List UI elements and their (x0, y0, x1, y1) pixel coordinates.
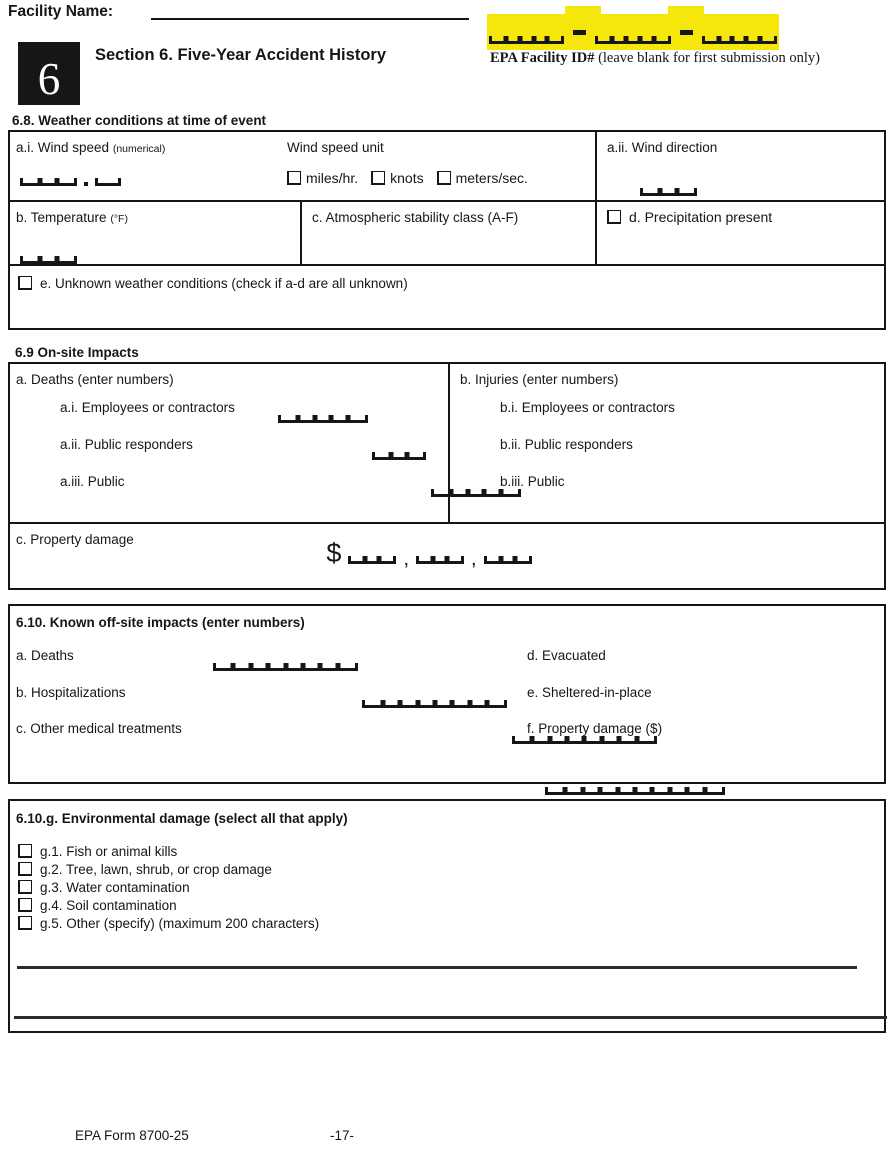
unknown-weather-label: e. Unknown weather conditions (check if a-d are all unknown) (40, 275, 408, 291)
form-number: EPA Form 8700-25 (75, 1128, 189, 1143)
checkbox-water-contamination[interactable] (18, 880, 32, 894)
section-number-box (18, 42, 80, 105)
env-option-4-label: g.4. Soil contamination (40, 897, 177, 913)
checkbox-meters-sec[interactable] (437, 171, 451, 185)
offsite-medical-field[interactable] (512, 736, 657, 744)
checkbox-precipitation[interactable] (607, 210, 621, 224)
other-specify-line-1[interactable] (17, 966, 857, 969)
deaths-employees-field[interactable] (278, 415, 368, 423)
onsite-heading: 6.9 On-site Impacts (15, 345, 139, 360)
epa-id-caption (490, 50, 820, 67)
wind-speed-label-text: a.i. Wind speed (16, 140, 110, 155)
deaths-responders-field[interactable] (372, 452, 426, 460)
env-option-4 (18, 896, 319, 914)
checkbox-other-specify[interactable] (18, 916, 32, 930)
onsite-property-row (10, 524, 884, 588)
offsite-evacuated-label: d. Evacuated (527, 648, 606, 663)
env-option-3 (18, 878, 319, 896)
checkbox-tree-lawn-shrub-crop[interactable] (18, 862, 32, 876)
unit-knots-label: knots (390, 170, 424, 186)
offsite-hospitalizations-field[interactable] (362, 700, 507, 708)
unit-miles-label: miles/hr. (306, 170, 359, 186)
weather-table (8, 130, 886, 330)
property-damage-label: c. Property damage (16, 532, 134, 547)
stability-class-label: c. Atmospheric stability class (A-F) (312, 210, 519, 225)
unknown-weather-option (18, 274, 408, 292)
checkbox-unknown-weather[interactable] (18, 276, 32, 290)
weather-row2-divider-2 (595, 202, 597, 264)
decimal-point (84, 182, 88, 186)
env-option-5-label: g.5. Other (specify) (maximum 200 characters) (40, 915, 320, 931)
comma-1: , (403, 548, 410, 570)
epa-id-caption-note: (leave blank for first submission only) (594, 50, 820, 66)
dollar-sign: $ (326, 538, 342, 568)
offsite-medical-label: c. Other medical treatments (16, 721, 182, 736)
section-number: 6 (37, 54, 61, 104)
environment-heading: 6.10.g. Environmental damage (select all that apply) (16, 811, 348, 826)
deaths-item-1-label: a.i. Employees or contractors (60, 400, 235, 415)
highlight-bump-1 (565, 6, 601, 18)
wind-speed-decimal-field[interactable] (95, 178, 121, 186)
weather-row-1 (10, 132, 884, 202)
injuries-item-2-label: b.ii. Public responders (500, 437, 633, 452)
offsite-heading: 6.10. Known off-site impacts (enter numbers) (16, 615, 305, 630)
highlight-bump-2 (668, 6, 704, 18)
onsite-table (8, 362, 886, 590)
epa-id-field-3[interactable] (702, 36, 777, 44)
temperature-field[interactable] (20, 256, 77, 264)
env-option-2-label: g.2. Tree, lawn, shrub, or crop damage (40, 861, 272, 877)
env-option-3-label: g.3. Water contamination (40, 879, 190, 895)
epa-id-area[interactable] (487, 6, 779, 52)
env-option-2 (18, 860, 319, 878)
weather-heading: 6.8. Weather conditions at time of event (12, 113, 267, 128)
weather-row2-divider-1 (300, 202, 302, 264)
comma-2: , (471, 548, 477, 570)
onsite-column-divider (448, 364, 450, 522)
checkbox-soil-contamination[interactable] (18, 898, 32, 912)
section-title: Section 6. Five-Year Accident History (95, 46, 386, 64)
wind-speed-note: (numerical) (112, 143, 166, 155)
epa-id-field-1[interactable] (489, 36, 564, 44)
weather-row1-divider (595, 132, 597, 200)
wind-speed-label (16, 140, 165, 155)
injuries-item-1-label: b.i. Employees or contractors (500, 400, 675, 415)
deaths-item-2-label: a.ii. Public responders (60, 437, 193, 452)
precipitation-option (607, 208, 772, 226)
epa-id-caption-bold: EPA Facility ID# (490, 50, 595, 66)
offsite-property-label: f. Property damage ($) (527, 721, 663, 736)
wind-speed-integer-field[interactable] (20, 178, 77, 186)
deaths-public-field[interactable] (431, 489, 521, 497)
other-specify-line-2[interactable] (14, 1016, 887, 1019)
offsite-deaths-label: a. Deaths (16, 648, 74, 663)
wind-speed-unit-label: Wind speed unit (287, 140, 384, 155)
environment-table (8, 799, 886, 1033)
env-option-1-label: g.1. Fish or animal kills (40, 843, 178, 859)
amount-millions-field[interactable] (348, 556, 396, 564)
precipitation-label: d. Precipitation present (629, 209, 773, 225)
environment-options (18, 842, 319, 932)
deaths-heading: a. Deaths (enter numbers) (16, 372, 174, 387)
offsite-hospitalizations-label: b. Hospitalizations (16, 685, 126, 700)
offsite-table (8, 604, 886, 784)
temperature-note: (°F) (110, 213, 128, 225)
offsite-property-field[interactable] (545, 787, 725, 795)
env-option-1 (18, 842, 319, 860)
epa-id-dash-2 (680, 30, 693, 35)
amount-units-field[interactable] (484, 556, 532, 564)
checkbox-fish-animal-kills[interactable] (18, 844, 32, 858)
epa-id-dash-1 (573, 30, 586, 35)
weather-row-2 (10, 202, 884, 266)
weather-row-3 (10, 266, 884, 328)
facility-name-line[interactable] (151, 18, 469, 20)
deaths-item-3-label: a.iii. Public (60, 474, 125, 489)
wind-direction-label: a.ii. Wind direction (607, 140, 718, 155)
amount-thousands-field[interactable] (416, 556, 464, 564)
checkbox-knots[interactable] (371, 171, 385, 185)
offsite-sheltered-label: e. Sheltered-in-place (527, 685, 652, 700)
env-option-5 (18, 914, 319, 932)
page-number: -17- (330, 1128, 355, 1143)
temperature-label-text: b. Temperature (16, 210, 107, 225)
checkbox-miles-hr[interactable] (287, 171, 301, 185)
unit-meters-label: meters/sec. (455, 170, 528, 186)
wind-direction-field[interactable] (640, 188, 697, 196)
wind-speed-unit-options (287, 170, 528, 186)
onsite-top-area (10, 364, 884, 524)
offsite-deaths-field[interactable] (213, 663, 358, 671)
temperature-label (16, 210, 128, 225)
injuries-heading: b. Injuries (enter numbers) (460, 372, 619, 387)
injuries-item-3-label: b.iii. Public (500, 474, 565, 489)
facility-name-label: Facility Name: (8, 3, 114, 20)
epa-id-field-2[interactable] (595, 36, 670, 44)
